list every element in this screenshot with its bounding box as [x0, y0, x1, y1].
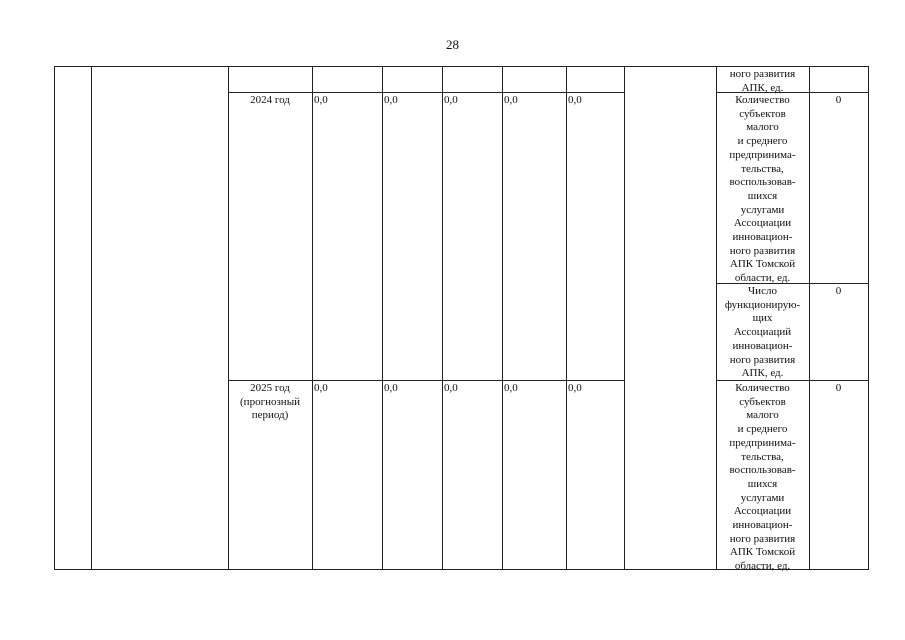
indicator-value-cell: 0: [835, 94, 842, 106]
table-border-top: [54, 66, 868, 67]
column-rule-6: [502, 66, 503, 569]
value-cell: 0,0: [444, 94, 458, 106]
indicator-value-cell: 0: [835, 285, 842, 297]
column-rule-7: [566, 66, 567, 569]
value-cell: 0,0: [504, 382, 518, 394]
value-cell: 0,0: [314, 382, 328, 394]
value-cell: 0,0: [504, 94, 518, 106]
column-rule-2: [228, 66, 229, 569]
value-cell: 0,0: [568, 382, 582, 394]
column-rule-1: [91, 66, 92, 569]
column-rule-4: [382, 66, 383, 569]
row-rule-period-2: [228, 380, 624, 381]
page-number: 28: [446, 37, 459, 52]
value-cell: 0,0: [568, 94, 582, 106]
period-cell: 2025 год (прогнозный период): [240, 382, 300, 422]
value-cell: 0,0: [384, 382, 398, 394]
column-rule-0: [54, 66, 55, 569]
indicator-name-cell: ного развития АПК, ед.: [729, 68, 796, 94]
indicator-value-cell: 0: [835, 382, 842, 394]
period-cell: 2024 год: [250, 94, 290, 106]
column-rule-3: [312, 66, 313, 569]
column-rule-9: [716, 66, 717, 569]
indicator-name-cell: Количество субъектов малого и среднего предпринима- тельства, воспользовав- шихся услугами Ассоциации инновацион- ного развития АПК Томской области, ед.: [729, 94, 796, 285]
value-cell: 0,0: [444, 382, 458, 394]
column-rule-10: [809, 66, 810, 569]
row-rule-period-1: [228, 92, 624, 93]
value-cell: 0,0: [314, 94, 328, 106]
column-rule-11: [868, 66, 869, 569]
indicator-name-cell: Число функционирую- щих Ассоциаций инновацион- ного развития АПК, ед.: [724, 285, 801, 380]
program-table: [54, 66, 868, 573]
value-cell: 0,0: [384, 94, 398, 106]
indicator-name-cell: Количество субъектов малого и среднего предпринима- тельства, воспользовав- шихся услугами Ассоциации инновацион- ного развития АПК Томской области, ед.: [729, 382, 796, 573]
column-rule-8: [624, 66, 625, 569]
column-rule-5: [442, 66, 443, 569]
